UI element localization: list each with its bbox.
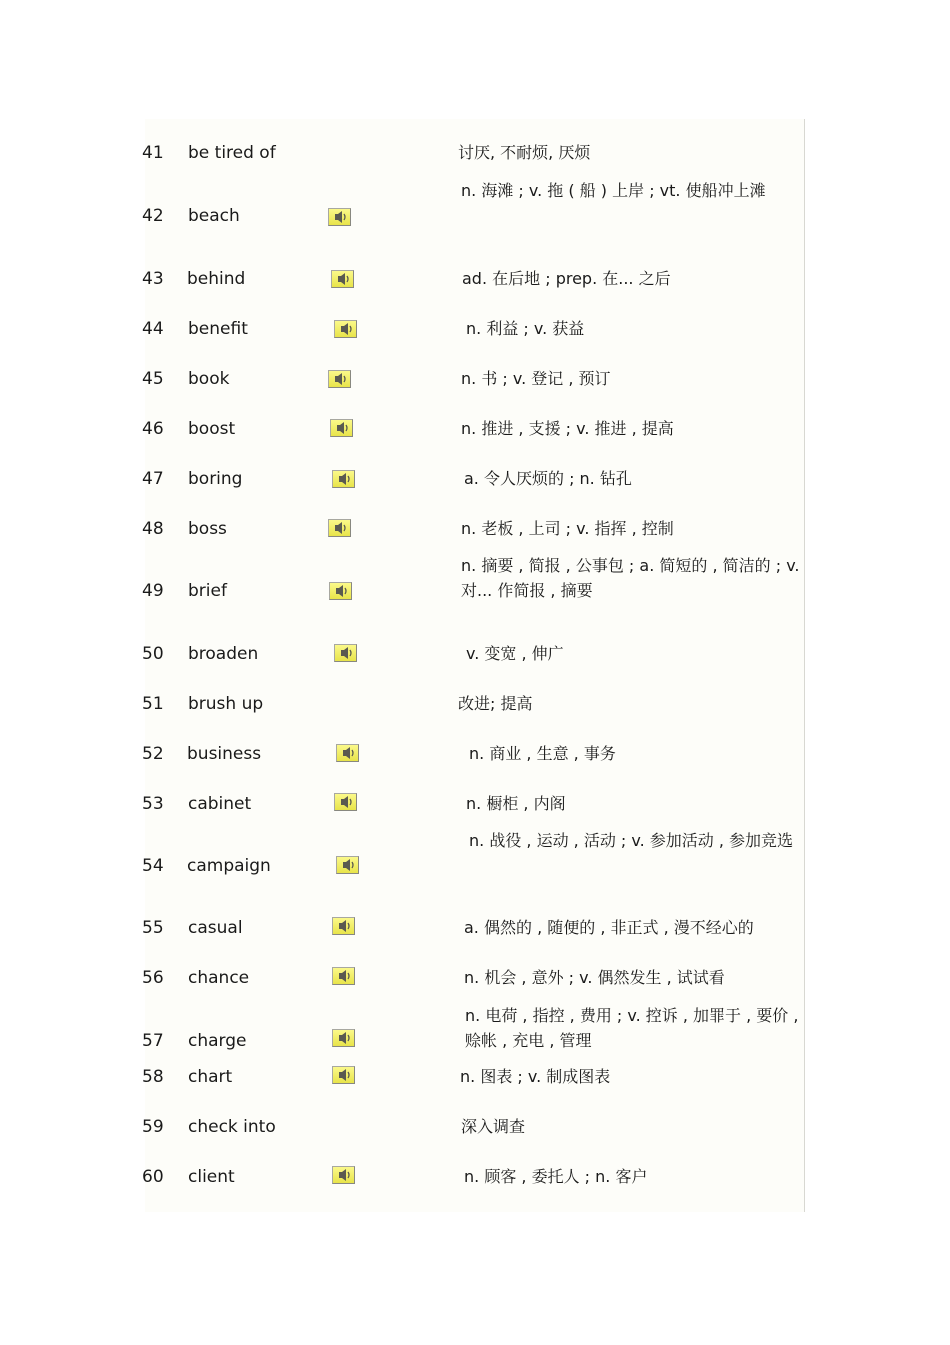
table-row <box>142 519 804 541</box>
entry-number: 50 <box>142 644 164 664</box>
entry-word: boost <box>188 419 236 439</box>
entry-number: 57 <box>142 1031 164 1051</box>
speaker-icon[interactable] <box>328 519 351 537</box>
entry-definition: n. 老板 , 上司 ; v. 指挥 , 控制 <box>461 519 674 538</box>
entry-definition: n. 海滩 ; v. 拖 ( 船 ) 上岸 ; vt. 使船冲上滩 <box>461 181 766 200</box>
entry-definition: n. 战役 , 运动 , 活动 ; v. 参加活动 , 参加竞选 <box>469 831 794 850</box>
table-row <box>142 319 804 341</box>
entry-number: 51 <box>142 694 164 714</box>
table-row <box>142 744 804 766</box>
table-row <box>142 556 804 603</box>
table-row <box>142 644 804 666</box>
entry-number: 52 <box>142 744 164 764</box>
table-row <box>142 968 804 990</box>
entry-number: 56 <box>142 968 164 988</box>
entry-word: brief <box>188 581 227 601</box>
entry-definition: n. 顾客 , 委托人 ; n. 客户 <box>464 1167 648 1186</box>
entry-definition: n. 商业 , 生意 , 事务 <box>469 744 616 763</box>
speaker-icon[interactable] <box>330 419 353 437</box>
speaker-icon[interactable] <box>332 1066 355 1084</box>
table-row <box>142 1006 804 1053</box>
entry-number: 44 <box>142 319 164 339</box>
entry-number: 60 <box>142 1167 164 1187</box>
vocabulary-table <box>142 119 805 1212</box>
table-row <box>142 1067 804 1089</box>
speaker-icon[interactable] <box>334 793 357 811</box>
table-row <box>142 469 804 491</box>
entry-number: 46 <box>142 419 164 439</box>
table-row <box>142 694 804 716</box>
entry-number: 43 <box>142 269 164 289</box>
table-row <box>142 918 804 940</box>
entry-number: 47 <box>142 469 164 489</box>
table-row <box>142 1117 804 1139</box>
speaker-icon[interactable] <box>331 270 354 288</box>
table-row <box>142 831 804 878</box>
speaker-icon[interactable] <box>332 917 355 935</box>
entry-word: chart <box>188 1067 233 1087</box>
table-row <box>142 143 804 165</box>
speaker-icon[interactable] <box>329 582 352 600</box>
entry-definition: a. 偶然的 , 随便的 , 非正式 , 漫不经心的 <box>464 918 754 937</box>
entry-word: brush up <box>188 694 264 714</box>
entry-word: beach <box>188 206 240 226</box>
entry-number: 48 <box>142 519 164 539</box>
entry-definition: ad. 在后地 ; prep. 在... 之后 <box>462 269 671 288</box>
entry-number: 45 <box>142 369 164 389</box>
speaker-icon[interactable] <box>336 856 359 874</box>
speaker-icon[interactable] <box>336 744 359 762</box>
entry-definition: n. 橱柜 , 内阁 <box>466 794 566 813</box>
entry-definition: 讨厌, 不耐烦, 厌烦 <box>458 143 591 162</box>
entry-definition: v. 变宽 , 伸广 <box>466 644 564 663</box>
entry-word: book <box>188 369 230 389</box>
table-row <box>142 419 804 441</box>
speaker-icon[interactable] <box>332 1029 355 1047</box>
entry-definition: n. 摘要 , 简报 , 公事包 ; a. 简短的 , 简洁的 ; v. 对... 作简报 , 摘要 <box>461 556 800 600</box>
entry-word: business <box>187 744 262 764</box>
table-row <box>142 269 804 291</box>
table-row <box>142 181 804 228</box>
entry-word: benefit <box>188 319 248 339</box>
entry-number: 58 <box>142 1067 164 1087</box>
entry-number: 54 <box>142 856 164 876</box>
entry-word: boring <box>188 469 243 489</box>
table-row <box>142 1167 804 1189</box>
entry-number: 55 <box>142 918 164 938</box>
speaker-icon[interactable] <box>332 470 355 488</box>
entry-number: 49 <box>142 581 164 601</box>
entry-word: casual <box>188 918 243 938</box>
entry-word: boss <box>188 519 227 539</box>
entry-definition: n. 书 ; v. 登记 , 预订 <box>461 369 611 388</box>
entry-word: check into <box>188 1117 276 1137</box>
entry-definition: n. 利益 ; v. 获益 <box>466 319 585 338</box>
entry-number: 42 <box>142 206 164 226</box>
entry-number: 41 <box>142 143 164 163</box>
speaker-icon[interactable] <box>334 644 357 662</box>
entry-definition: n. 机会 , 意外 ; v. 偶然发生 , 试试看 <box>464 968 725 987</box>
entry-word: behind <box>187 269 246 289</box>
speaker-icon[interactable] <box>332 967 355 985</box>
entry-definition: a. 令人厌烦的 ; n. 钻孔 <box>464 469 632 488</box>
speaker-icon[interactable] <box>332 1166 355 1184</box>
entry-word: chance <box>188 968 250 988</box>
entry-number: 59 <box>142 1117 164 1137</box>
entry-word: cabinet <box>188 794 252 814</box>
entry-word: charge <box>188 1031 247 1051</box>
entry-definition: 深入调查 <box>461 1117 526 1136</box>
entry-word: client <box>188 1167 235 1187</box>
entry-word: be tired of <box>188 143 276 163</box>
entry-definition: n. 推进 , 支援 ; v. 推进 , 提高 <box>461 419 674 438</box>
entry-word: campaign <box>187 856 271 876</box>
entry-definition: n. 电荷 , 指控 , 费用 ; v. 控诉 , 加罪于 , 要价 , 赊帐 , 充电 , 管理 <box>465 1006 799 1050</box>
entry-word: broaden <box>188 644 259 664</box>
speaker-icon[interactable] <box>328 370 351 388</box>
speaker-icon[interactable] <box>334 320 357 338</box>
speaker-icon[interactable] <box>328 208 351 226</box>
entry-definition: n. 图表 ; v. 制成图表 <box>460 1067 611 1086</box>
entry-definition: 改进; 提高 <box>458 694 533 713</box>
entry-number: 53 <box>142 794 164 814</box>
table-row <box>142 369 804 391</box>
table-row <box>142 794 804 816</box>
